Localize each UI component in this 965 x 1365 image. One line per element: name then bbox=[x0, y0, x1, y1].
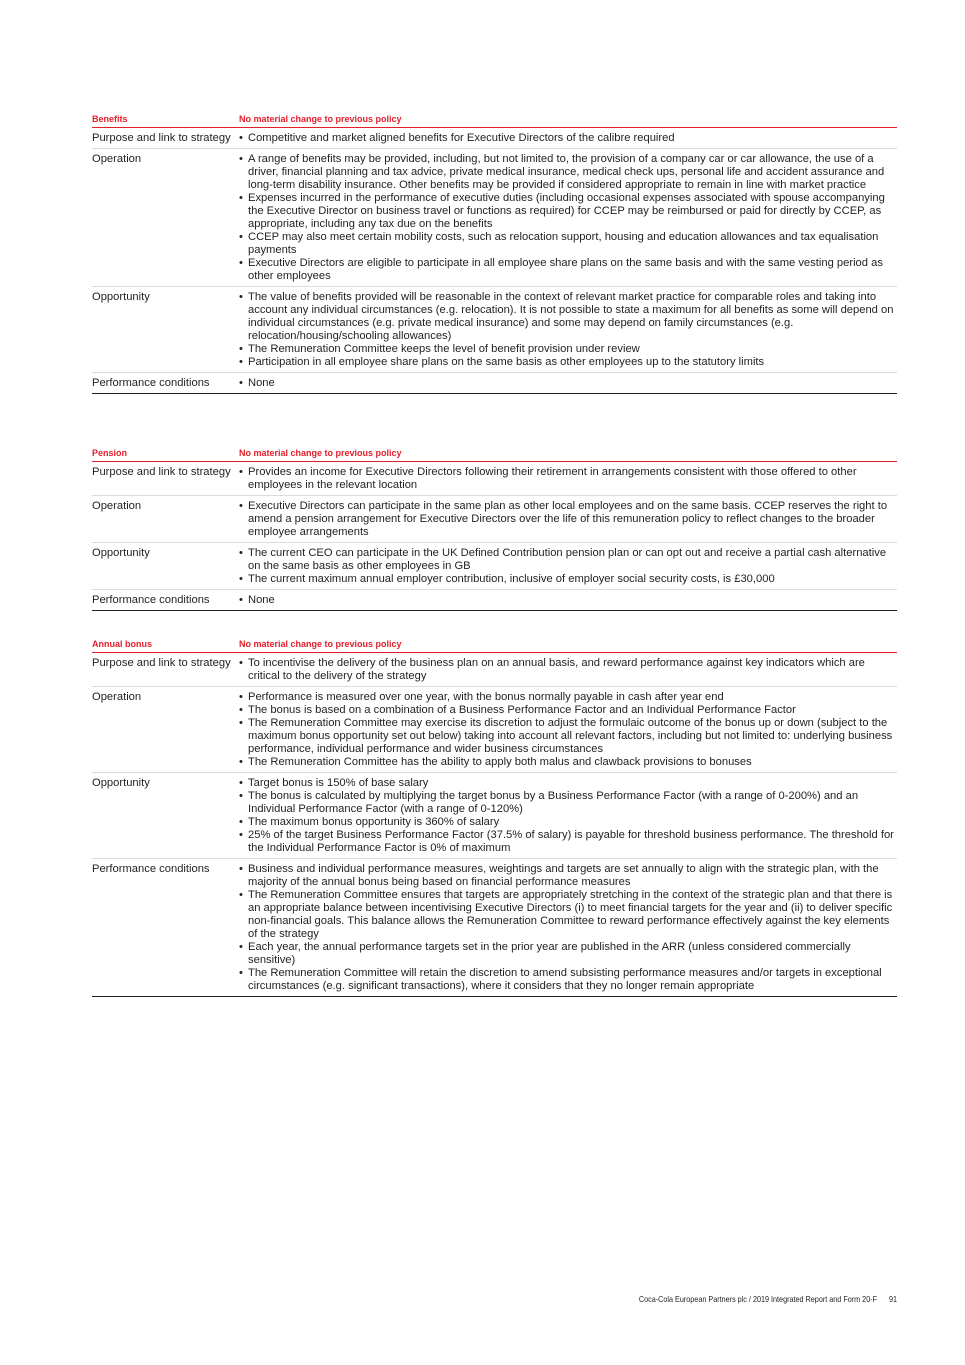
table-row bbox=[92, 590, 897, 611]
bullet-item: • None bbox=[239, 377, 275, 389]
bullet-item: • The maximum bonus opportunity is 360% of salary bbox=[239, 816, 500, 828]
bullet-item: • Provides an income for Executive Directors following their retirement in arrangements consistent with those offered to other employees in the relevant location bbox=[239, 466, 857, 491]
table-row bbox=[92, 653, 897, 687]
row-label: Opportunity bbox=[92, 777, 150, 789]
table-row bbox=[92, 373, 897, 394]
bullet-item: • The Remuneration Committee may exercise its discretion to adjust the formulaic outcome of the bonus up or down (subject to the maximum bonus opportunity set out below) taking into account all relevant factors, including but not limited to: underlying business performance, individual performance and wider business circumstances bbox=[239, 717, 893, 755]
section-title: Pension bbox=[92, 448, 128, 458]
bullet-item: • None bbox=[239, 594, 275, 606]
pension-section bbox=[92, 447, 897, 611]
row-label: Operation bbox=[92, 691, 142, 703]
bullet-item: • CCEP may also meet certain mobility costs, such as relocation support, housing and education allowances and tax equalisation payments bbox=[239, 231, 879, 256]
bullet-item: • The Remuneration Committee will retain the discretion to amend subsisting performance measures and/or targets in exceptional circumstances (e.g. significant transactions), where it considers that they no longer remain appropriate bbox=[239, 967, 882, 992]
row-label: Purpose and link to strategy bbox=[92, 132, 231, 144]
annual-bonus-header bbox=[92, 638, 897, 653]
bullet-item: • The Remuneration Committee has the ability to apply both malus and clawback provisions to bonuses bbox=[239, 756, 752, 768]
bullet-item: • To incentivise the delivery of the business plan on an annual basis, and reward performance against key indicators which are critical to the delivery of the strategy bbox=[239, 657, 865, 682]
section-status: No material change to previous policy bbox=[239, 114, 402, 124]
table-row bbox=[92, 462, 897, 496]
bullet-item: • Expenses incurred in the performance of executive duties (including occasional expenses associated with spouse accompanying the Executive Director on business travel or functions as required) for CCEP may be reimbursed or paid for directly by CCEP, as appropriate, including any tax due on the benefits bbox=[239, 192, 885, 230]
bullet-item: • The bonus is calculated by multiplying the target bonus by a Business Performance Factor (with a range of 0-200%) and an Individual Performance Factor (with a range of 0-120%) bbox=[239, 790, 859, 815]
bullet-item: • The value of benefits provided will be reasonable in the context of relevant market practice for comparable roles and taking into account any individual circumstances (e.g. relocation). It is not possible to state a maximum for all benefits as some will depend on individual circumstances (e.g. private medical insurance) and some may depend on family circumstances (e.g. relocation/housing/schooling allowances) bbox=[239, 291, 894, 342]
table-row bbox=[92, 128, 897, 149]
pension-header bbox=[92, 447, 897, 462]
bullet-item: • The Remuneration Committee keeps the level of benefit provision under review bbox=[239, 343, 640, 355]
table-row bbox=[92, 287, 897, 373]
row-label: Purpose and link to strategy bbox=[92, 466, 231, 478]
row-label: Performance conditions bbox=[92, 594, 210, 606]
bullet-item: • Executive Directors are eligible to participate in all employee share plans on the same basis and with the same vesting period as other employees bbox=[239, 257, 883, 282]
page-number: 91 bbox=[888, 1294, 897, 1304]
bullet-item: • Participation in all employee share plans on the same basis as other employees up to the statutory limits bbox=[239, 356, 765, 368]
row-label: Opportunity bbox=[92, 547, 150, 559]
bullet-item: • Competitive and market aligned benefits for Executive Directors of the calibre required bbox=[239, 132, 675, 144]
row-label: Operation bbox=[92, 153, 142, 165]
table-row bbox=[92, 773, 897, 859]
bullet-item: • The Remuneration Committee ensures that targets are appropriately stretching in the context of the strategic plan and that there is an appropriate balance between incentivising Executive Directors (i) to meet financial targets for the year and (ii) to deliver specific non-financial goals. This balance allows the Remuneration Committee to reward performance effectively against the key elements of the strategy bbox=[239, 889, 893, 940]
row-label: Performance conditions bbox=[92, 377, 210, 389]
benefits-section bbox=[92, 113, 897, 394]
footer-text: Coca-Cola European Partners plc / 2019 Integrated Report and Form 20-F bbox=[638, 1294, 878, 1304]
section-title: Benefits bbox=[92, 114, 128, 124]
table-row bbox=[92, 687, 897, 773]
row-label: Performance conditions bbox=[92, 863, 210, 875]
bullet-item: • Business and individual performance measures, weightings and targets are set annually to align with the strategic plan, with the majority of the annual bonus being based on financial performance measures bbox=[239, 863, 879, 888]
table-row bbox=[92, 496, 897, 543]
bullet-item: • Executive Directors can participate in the same plan as other local employees and on the same basis. CCEP reserves the right to amend a pension arrangement for Executive Directors over the life of this remuneration policy to reflect changes to the broader employee arrangements bbox=[239, 500, 888, 538]
table-row bbox=[92, 149, 897, 287]
bullet-item: • The current CEO can participate in the UK Defined Contribution pension plan or can opt out and receive a partial cash alternative on the same basis as other employees in GB bbox=[239, 547, 887, 572]
page-footer bbox=[611, 1294, 897, 1304]
bullet-item: • Target bonus is 150% of base salary bbox=[239, 777, 429, 789]
bullet-item: • The current maximum annual employer contribution, inclusive of employer social security costs, is £30,000 bbox=[239, 573, 775, 585]
row-label: Operation bbox=[92, 500, 142, 512]
section-status: No material change to previous policy bbox=[239, 639, 402, 649]
section-title: Annual bonus bbox=[92, 639, 152, 649]
row-label: Opportunity bbox=[92, 291, 150, 303]
bullet-item: • A range of benefits may be provided, including, but not limited to, the provision of a company car or car allowance, the use of a driver, financial planning and tax advice, private medical insurance, medical check ups, personal life and accident assurance and long-term disability insurance. Other benefits may be provided if considered appropriate to remain in line with market practice bbox=[239, 153, 885, 191]
table-row bbox=[92, 543, 897, 590]
section-status: No material change to previous policy bbox=[239, 448, 402, 458]
table-row bbox=[92, 859, 897, 997]
benefits-header bbox=[92, 113, 897, 128]
annual-bonus-section bbox=[92, 638, 897, 997]
row-label: Purpose and link to strategy bbox=[92, 657, 231, 669]
bullet-item: • 25% of the target Business Performance Factor (37.5% of salary) is payable for threshold business performance. The threshold for the Individual Performance Factor is 0% of maximum bbox=[239, 829, 894, 854]
bullet-item: • Each year, the annual performance targets set in the prior year are published in the ARR (unless considered commercially sensitive) bbox=[239, 941, 851, 966]
bullet-item: • Performance is measured over one year, with the bonus normally payable in cash after year end bbox=[239, 691, 724, 703]
bullet-item: • The bonus is based on a combination of a Business Performance Factor and an Individual Performance Factor bbox=[239, 704, 796, 716]
